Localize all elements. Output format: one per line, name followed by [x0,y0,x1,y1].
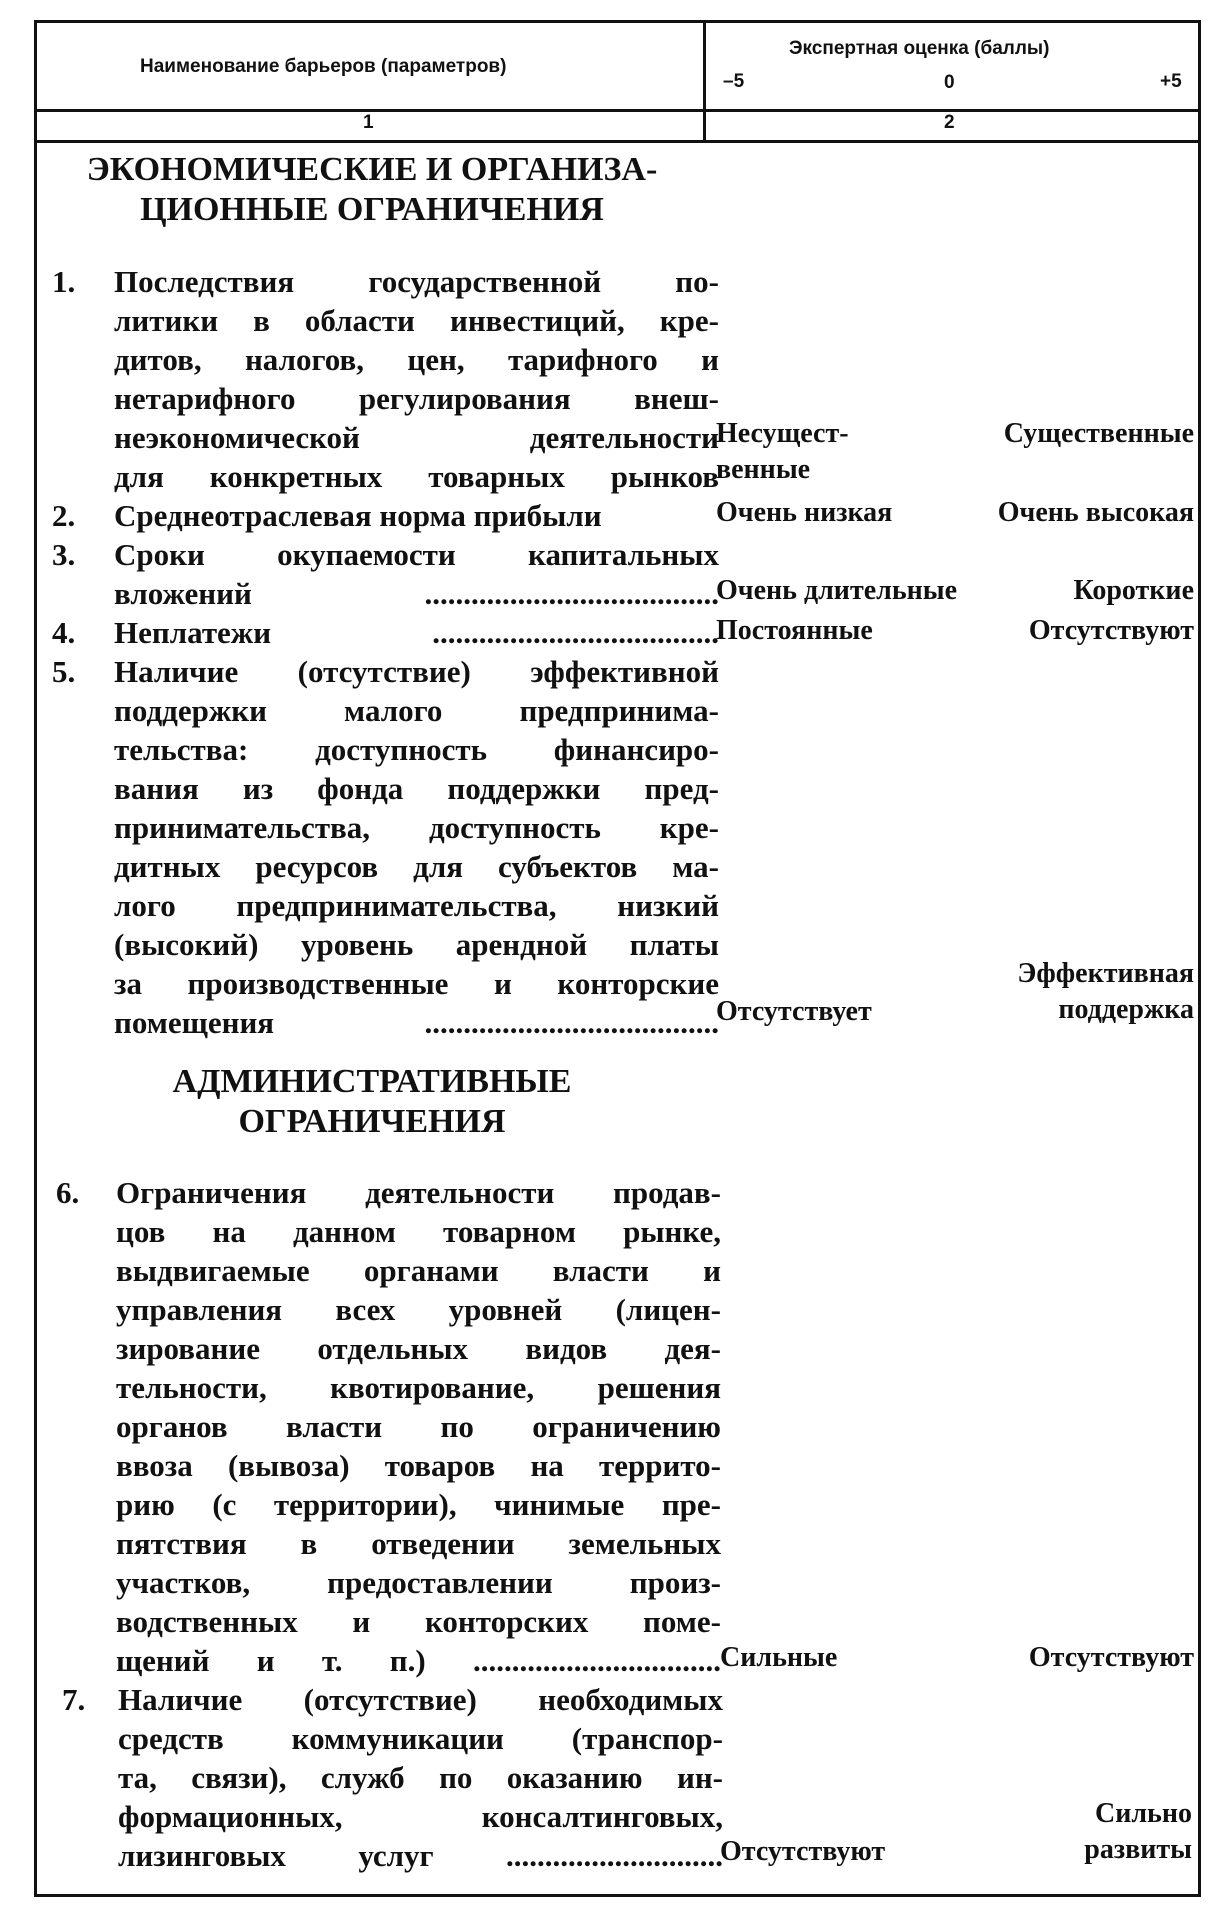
score-text-line: Очень низкая [716,497,893,528]
number-row-divider [34,140,1201,143]
score-high-label [1029,613,1194,649]
item-text-line: управления всех уровней (лицен- [116,1292,721,1327]
item-text-line: лого предпринимательства, низкий [114,888,719,923]
list-item-7 [118,1680,723,1875]
score-text-line: Эффективная [1017,958,1194,989]
item-number: 3. [52,537,76,572]
section-title-line: ОГРАНИЧЕНИЯ [238,1103,506,1140]
item-text-line: формационных, консалтинговых, [118,1799,723,1834]
section-title-line: ЭКОНОМИЧЕСКИЕ И ОРГАНИЗА- [86,151,658,188]
item-text-line: лизинговых услуг ............................ [118,1838,723,1873]
score-high-label [1073,573,1194,609]
item-text-line: пятствия в отведении земельных [116,1526,721,1561]
item-text-line: дитных ресурсов для субъектов ма- [114,849,719,884]
score-text-line: Постоянные [716,615,873,646]
item-number: 1. [52,264,76,299]
list-item-6 [116,1173,721,1680]
header-divider [34,109,1201,112]
score-text-line: Короткие [1073,575,1194,606]
item-text-line: принимательства, доступность кре- [114,810,719,845]
score-low-label [716,416,849,488]
score-low-label [716,613,873,649]
score-high-label [1017,956,1194,1028]
score-text-line: развиты [1084,1834,1192,1865]
item-text-line: поддержки малого предпринима- [114,693,719,728]
score-text-line: Очень длительные [716,575,958,606]
item-text-line: средств коммуникации (транспор- [118,1721,723,1756]
item-number: 7. [62,1682,86,1717]
column2-header: Экспертная оценка (баллы) [789,38,1050,59]
item-text-line: выдвигаемые органами власти и [116,1253,721,1288]
item-text-line: Ограничения деятельности продав- [116,1175,721,1210]
item-text-line: Сроки окупаемости капитальных [114,537,719,572]
item-number: 6. [56,1175,80,1210]
column2-number: 2 [944,112,955,133]
item-text-line: водственных и конторских поме- [116,1604,721,1639]
score-low-label [716,495,892,531]
item-text-line: тельства: доступность финансиро- [114,732,719,767]
item-text-line: тельности, квотирование, решения [116,1370,721,1405]
score-text-line: Сильные [720,1642,838,1673]
score-low-label [716,573,957,609]
item-text-line: вложений ...................................... [114,576,719,611]
item-number: 5. [52,654,76,689]
score-text-line: Очень высокая [997,497,1194,528]
section-title-economic [72,150,672,230]
item-text-line: Среднеотраслевая норма прибыли [114,498,602,533]
section-title-line: АДМИНИСТРАТИВНЫЕ [172,1063,572,1100]
item-text-line: Наличие (отсутствие) необходимых [118,1682,723,1717]
column1-number: 1 [363,112,374,133]
score-text-line: венные [716,454,811,485]
score-text-line: поддержка [1058,994,1194,1025]
column1-header: Наименование барьеров (параметров) [140,56,507,77]
list-item-5 [114,652,719,1042]
list-item-2 [114,496,719,535]
item-text-line: дитов, налогов, цен, тарифного и [114,342,719,377]
score-text-line: Отсутствует [716,996,872,1027]
score-low-label [720,1834,885,1870]
scale-mid: 0 [944,72,955,93]
item-text-line: Наличие (отсутствие) эффективной [114,654,719,689]
score-high-label [998,495,1194,531]
section-title-line: ЦИОННЫЕ ОГРАНИЧЕНИЯ [140,191,604,228]
item-text-line: Неплатежи ..................................... [114,615,719,650]
score-low-label [716,994,872,1030]
item-text-line: за производственные и конторские [114,966,719,1001]
item-text-line: рию (с территории), чинимые пре- [116,1487,721,1522]
section-title-administrative [72,1062,672,1142]
scale-min: –5 [723,71,745,92]
score-high-label [1084,1796,1192,1868]
column-divider [703,20,706,143]
score-high-label [1029,1640,1194,1676]
item-text-line: для конкретных товарных рынков [114,459,719,494]
item-number: 2. [52,498,76,533]
list-item-3 [114,535,719,613]
score-high-label [1004,416,1194,452]
item-text-line: нетарифного регулирования внеш- [114,381,719,416]
score-text-line: Отсутствуют [1028,1642,1194,1673]
item-text-line: помещения ...................................... [114,1005,719,1040]
score-text-line: Существенные [1003,418,1194,449]
list-item-1 [114,262,719,496]
item-text-line: ввоза (вывоза) товаров на террито- [116,1448,721,1483]
item-text-line: (высокий) уровень арендной платы [114,927,719,962]
item-text-line: литики в области инвестиций, кре- [114,303,719,338]
item-text-line: зирование отдельных видов дея- [116,1331,721,1366]
item-text-line: Последствия государственной по- [114,264,719,299]
item-text-line: вания из фонда поддержки пред- [114,771,719,806]
score-low-label [720,1640,837,1676]
item-text-line: цов на данном товарном рынке, [116,1214,721,1249]
scale-max: +5 [1160,71,1182,92]
item-text-line: щений и т. п.) ................................ [116,1643,721,1678]
item-number: 4. [52,615,76,650]
list-item-4 [114,613,719,652]
item-text-line: неэкономической деятельности [114,420,719,455]
item-text-line: органов власти по ограничению [116,1409,721,1444]
score-text-line: Отсутствуют [1028,615,1194,646]
item-text-line: участков, предоставлении произ- [116,1565,721,1600]
score-text-line: Несущест- [716,418,849,449]
score-text-line: Отсутствуют [720,1836,886,1867]
score-text-line: Сильно [1094,1798,1192,1829]
item-text-line: та, связи), служб по оказанию ин- [118,1760,723,1795]
